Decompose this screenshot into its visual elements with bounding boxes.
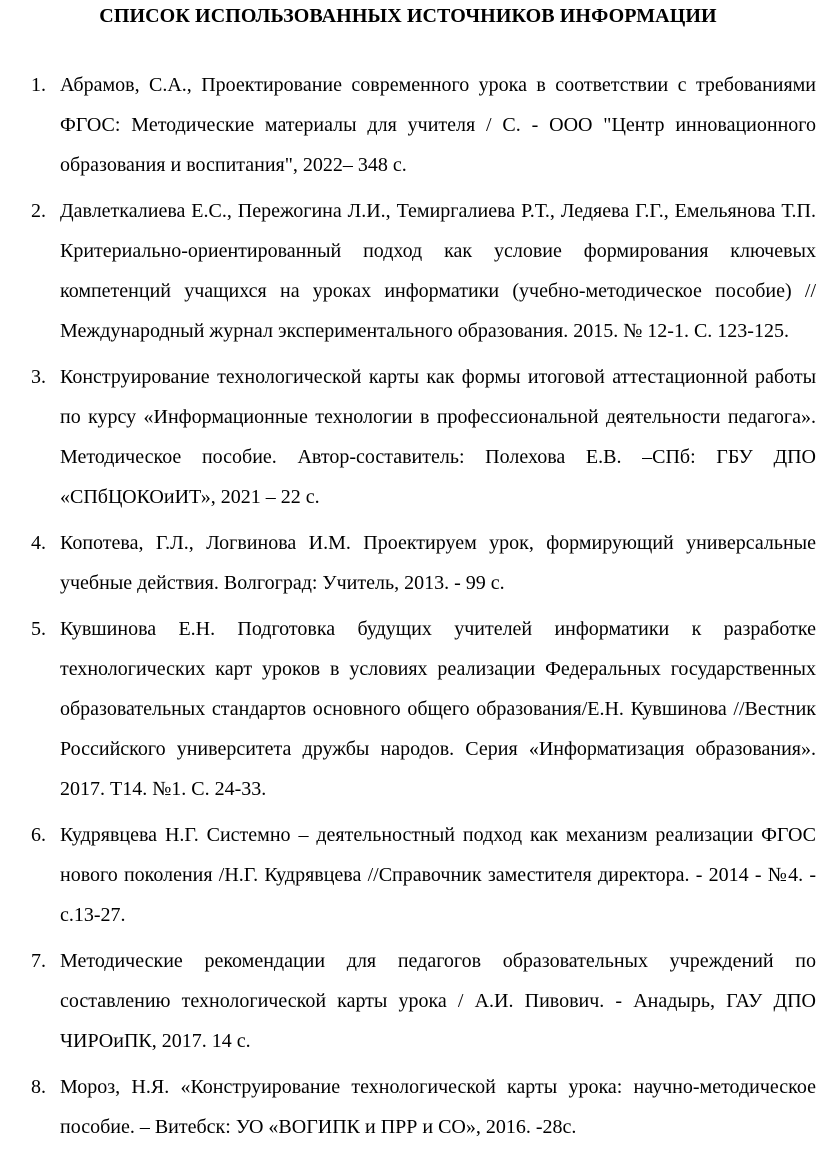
reference-text: Копотева, Г.Л., Логвинова И.М. Проектируем урок, формирующий универсальные учебные действия. Волгоград: Учитель, 2013. - 99 с. [60, 532, 816, 594]
reference-text: Конструирование технологической карты как формы итоговой аттестационной работы по курсу «Информационные технологии в профессиональной деятельности педагога». Методическое пособие. Автор-составитель: Полехова Е.В. –СПб: ГБУ ДПО «СПбЦОКОиИТ», 2021 – 22 с. [60, 366, 816, 508]
reference-item [0, 815, 816, 935]
reference-item [0, 1067, 816, 1147]
reference-number: 8. [31, 1076, 46, 1098]
reference-text: Давлеткалиева Е.С., Пережогина Л.И., Темиргалиева Р.Т., Ледяева Г.Г., Емельянова Т.П. Критериально-ориентированный подход как условие формирования ключевых компетенций учащихся на уроках информатики (учебно-методическое пособие) // Международный журнал экспериментального образования. 2015. № 12-1. С. 123-125. [60, 200, 816, 342]
reference-item [0, 357, 816, 517]
reference-number: 7. [31, 950, 46, 972]
reference-number: 5. [31, 618, 46, 640]
page-title: СПИСОК ИСПОЛЬЗОВАННЫХ ИСТОЧНИКОВ ИНФОРМАЦИИ [99, 5, 717, 27]
reference-text: Кувшинова Е.Н. Подготовка будущих учителей информатики к разработке технологических карт уроков в условиях реализации Федеральных государственных образовательных стандартов основного общего образования/Е.Н. Кувшинова //Вестник Российского университета дружбы народов. Серия «Информатизация образования». 2017. Т14. №1. С. 24-33. [60, 618, 816, 800]
reference-text: Методические рекомендации для педагогов образовательных учреждений по составлению технологической карты урока / А.И. Пивович. - Анадырь, ГАУ ДПО ЧИРОиПК, 2017. 14 с. [60, 950, 816, 1052]
reference-item [0, 941, 816, 1061]
reference-item [0, 191, 816, 351]
reference-number: 3. [31, 366, 46, 388]
reference-number: 6. [31, 824, 46, 846]
reference-item [0, 65, 816, 185]
reference-number: 1. [31, 74, 46, 96]
reference-text: Абрамов, С.А., Проектирование современного урока в соответствии с требованиями ФГОС: Методические материалы для учителя / С. - ООО "Центр инновационного образования и воспитания", 2022– 348 с. [60, 74, 816, 176]
reference-item [0, 523, 816, 603]
reference-text: Кудрявцева Н.Г. Системно – деятельностный подход как механизм реализации ФГОС нового поколения /Н.Г. Кудрявцева //Справочник заместителя директора. - 2014 - №4. - с.13-27. [60, 824, 816, 926]
reference-text: Мороз, Н.Я. «Конструирование технологической карты урока: научно-методическое пособие. – Витебск: УО «ВОГИПК и ПРР и СО», 2016. -28с. [60, 1076, 816, 1138]
reference-number: 2. [31, 200, 46, 222]
reference-list [0, 65, 816, 1153]
reference-number: 4. [31, 532, 46, 554]
reference-item [0, 609, 816, 809]
